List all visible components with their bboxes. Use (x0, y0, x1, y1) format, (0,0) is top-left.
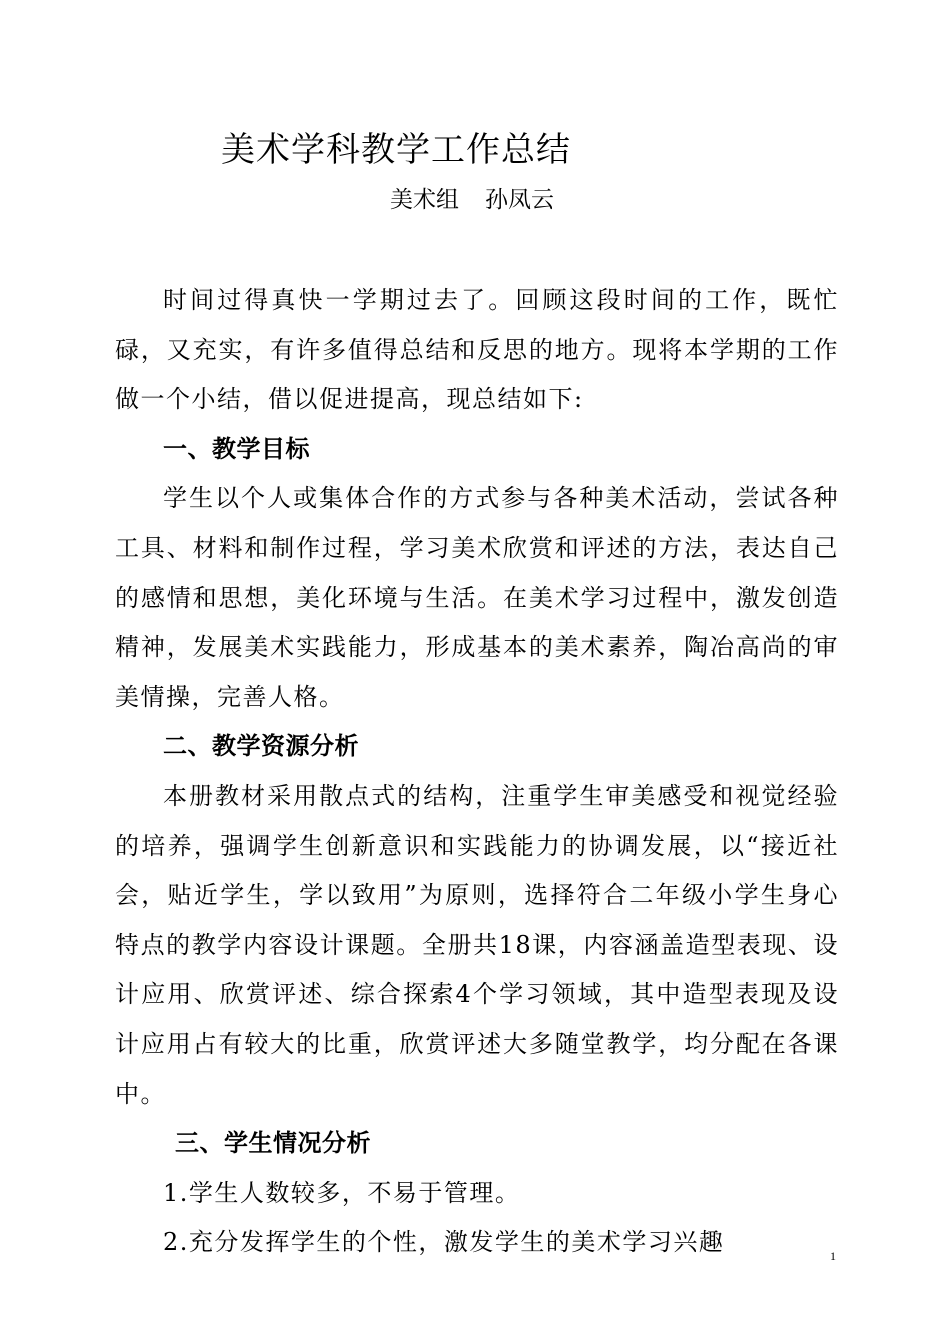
author-line (390, 184, 554, 216)
list-item: 2.充分发挥学生的个性，激发学生的美术学习兴趣 (163, 1228, 725, 1257)
page-number: 1 (830, 1249, 836, 1263)
document-title: 美术学科教学工作总结 (221, 130, 571, 170)
document-body (115, 276, 839, 1268)
section-heading-teaching-goals: 一、教学目标 (163, 434, 310, 463)
author-group: 美术组 (390, 187, 459, 213)
intro-paragraph: 时间过得真快一学期过去了。回顾这段时间的工作，既忙碌，又充实，有许多值得总结和反思的地方。现将本学期的工作做一个小结，借以促进提高，现总结如下: (115, 286, 839, 414)
section-body-resources: 本册教材采用散点式的结构，注重学生审美感受和视觉经验的培养，强调学生创新意识和实践能力的协调发展，以“接近社会，贴近学生，学以致用”为原则，选择符合二年级小学生身心特点的教学内容设计课题。全册共18课，内容涵盖造型表现、设计应用、欣赏评述、综合探索4个学习领域，其中造型表现及设计应用占有较大的比重，欣赏评述大多随堂教学，均分配在各课中。 (115, 781, 839, 1108)
section-heading-students: 三、学生情况分析 (175, 1129, 371, 1158)
author-name: 孙凤云 (485, 187, 554, 213)
section-heading-resources: 二、教学资源分析 (163, 732, 359, 761)
section-body-teaching-goals: 学生以个人或集体合作的方式参与各种美术活动，尝试各种工具、材料和制作过程，学习美术欣赏和评述的方法，表达自己的感情和思想，美化环境与生活。在美术学习过程中，激发创造精神，发展美术实践能力，形成基本的美术素养，陶冶高尚的审美情操，完善人格。 (115, 484, 839, 711)
list-item: 1.学生人数较多，不易于管理。 (163, 1178, 521, 1207)
